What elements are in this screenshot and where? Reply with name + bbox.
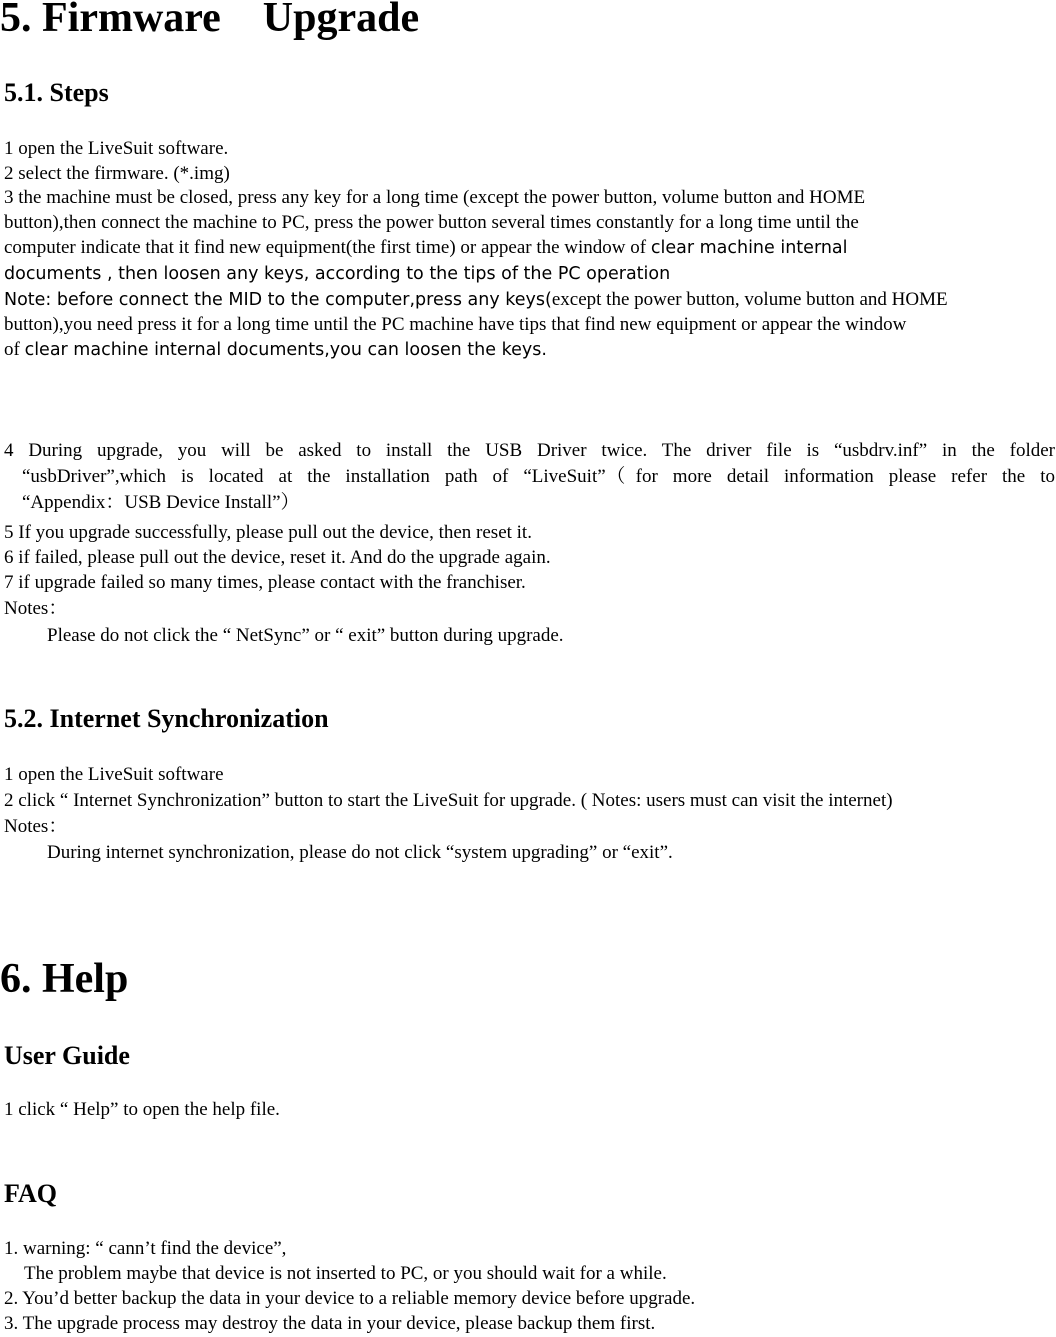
- step-1: 1 open the LiveSuit software.: [4, 138, 229, 159]
- internet-sync-notes-text: During internet synchronization, please do not click “system upgrading” or “exit”.: [47, 842, 673, 863]
- note-line-a-serif: except the power button, volume button and HOME: [551, 289, 948, 310]
- internet-sync-notes-label: Notes：: [4, 816, 68, 837]
- step-3-line-b: button),then connect the machine to PC, press the power button several times constantly for a long time until the: [4, 212, 859, 233]
- step-5: 5 If you upgrade successfully, please pull out the device, then reset it.: [4, 522, 532, 543]
- step-3-line-c-serif: computer indicate that it find new equipment(the first time) or appear the window of: [4, 237, 651, 258]
- step-3-line-c-sans: clear machine internal: [650, 238, 848, 258]
- section-5-title: 5. Firmware Upgrade: [0, 0, 420, 41]
- step-4-line-b: “usbDriver”,which is located at the installation path of “LiveSuit”（for more detail information please refer the to: [22, 466, 1055, 487]
- internet-sync-heading: 5.2. Internet Synchronization: [4, 704, 329, 733]
- steps-notes-label: Notes：: [4, 598, 68, 619]
- step-2: 2 select the firmware. (*.img): [4, 163, 230, 184]
- section-6-title: 6. Help: [0, 956, 129, 1002]
- note-line-c: [4, 337, 547, 363]
- step-3-line-d: documents , then loosen any keys, according to the tips of the PC operation: [4, 264, 671, 284]
- faq-item-1: 1. warning: “ cann’t find the device”,: [4, 1238, 287, 1259]
- step-4-paragraph: [4, 438, 1055, 516]
- faq-heading: FAQ: [4, 1179, 57, 1208]
- step-3-line-a: 3 the machine must be closed, press any key for a long time (except the power button, volume button and HOME: [4, 187, 866, 208]
- note-line-a: [4, 287, 948, 313]
- step-6: 6 if failed, please pull out the device, reset it. And do the upgrade again.: [4, 547, 551, 568]
- note-line-c-serif: of: [4, 339, 25, 360]
- note-line-a-sans: Note: before connect the MID to the computer,press any keys(: [4, 290, 552, 310]
- note-line-b: button),you need press it for a long time until the PC machine have tips that find new equipment or appear the window: [4, 314, 907, 335]
- faq-item-3: 3. The upgrade process may destroy the data in your device, please backup them first.: [4, 1313, 656, 1334]
- faq-item-2: 2. You’d better backup the data in your device to a reliable memory device before upgrade.: [4, 1288, 696, 1309]
- steps-heading: 5.1. Steps: [4, 78, 109, 107]
- user-guide-heading: User Guide: [4, 1041, 130, 1070]
- step-4-line-c: “Appendix：USB Device Install”）: [22, 492, 300, 513]
- faq-item-1-detail: The problem maybe that device is not inserted to PC, or you should wait for a while.: [24, 1263, 667, 1284]
- internet-sync-step-2: 2 click “ Internet Synchronization” button to start the LiveSuit for upgrade. ( Notes: users must can visit the internet): [4, 790, 893, 811]
- note-line-c-sans: clear machine internal documents,you can loosen the keys.: [24, 340, 547, 360]
- step-3-line-c: [4, 235, 848, 261]
- internet-sync-step-1: 1 open the LiveSuit software: [4, 764, 224, 785]
- step-4-line-a: 4 During upgrade, you will be asked to install the USB Driver twice. The driver file is “usbdrv.inf” in the folder: [4, 440, 1055, 461]
- steps-notes-text: Please do not click the “ NetSync” or “ exit” button during upgrade.: [47, 625, 564, 646]
- user-guide-step-1: 1 click “ Help” to open the help file.: [4, 1099, 280, 1120]
- step-7: 7 if upgrade failed so many times, please contact with the franchiser.: [4, 572, 526, 593]
